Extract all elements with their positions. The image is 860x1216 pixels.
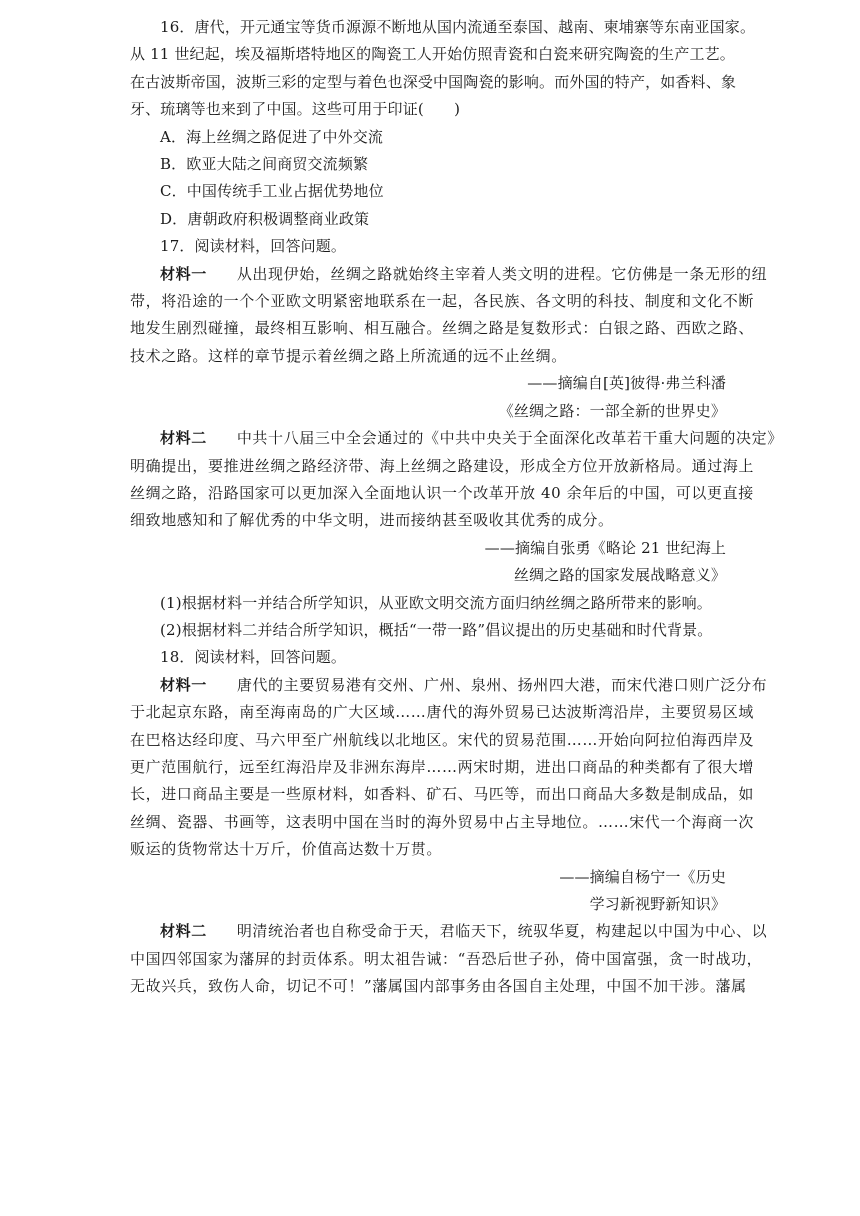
q17-stem: 17．阅读材料，回答问题。 xyxy=(160,237,347,256)
material-text: 从出现伊始，丝绸之路就始终主宰着人类文明的进程。它仿佛是一条无形的纽 xyxy=(236,264,768,283)
document-body xyxy=(130,14,783,1001)
q16-stem-line: 从 11 世纪起，埃及福斯塔特地区的陶瓷工人开始仿照青瓷和白瓷来研究陶瓷的生产工艺。 xyxy=(130,45,735,64)
q17-material-2-line: 丝绸之路，沿路国家可以更加深入全面地认识一个改革开放 40 余年后的中国，可以更直接 xyxy=(130,483,754,502)
question-16 xyxy=(130,14,756,233)
q17-material-2-source: 丝绸之路的国家发展战略意义》 xyxy=(513,566,726,585)
q18-material-1-source: ——摘编自杨宁一《历史 xyxy=(559,867,726,886)
q17-material-1-line xyxy=(130,261,768,288)
material-text: 唐代的主要贸易港有交州、广州、泉州、扬州四大港，而宋代港口则广泛分布 xyxy=(236,675,768,694)
q16-option-c: C．中国传统手工业占据优势地位 xyxy=(160,182,384,201)
q17-material-2-line: 明确提出，要推进丝绸之路经济带、海上丝绸之路建设，形成全方位开放新格局。通过海上 xyxy=(130,456,755,475)
q18-material-1-source: 学习新视野新知识》 xyxy=(589,895,726,913)
q17-material-1-line: 带，将沿途的一个个亚欧文明紧密地联系在一起，各民族、各文明的科技、制度和文化不断 xyxy=(130,292,755,311)
q18-material-1-line: 于北起京东路，南至海南岛的广大区域……唐代的海外贸易已达波斯湾沿岸，主要贸易区域 xyxy=(130,703,755,722)
q17-material-1-line: 技术之路。这样的章节提示着丝绸之路上所流通的远不止丝绸。 xyxy=(130,346,567,365)
q16-stem-line: 16．唐代，开元通宝等货币源源不断地从国内流通至泰国、越南、柬埔寨等东南亚国家。 xyxy=(160,18,756,36)
q18-material-2-line xyxy=(130,918,768,945)
q18-material-2-line: 中国四邻国家为藩屏的封贡体系。明太祖告诫：“吾恐后世子孙，倚中国富强，贪一时战功， xyxy=(130,949,763,968)
q18-material-1-line: 贩运的货物常达十万斤，价值高达数十万贯。 xyxy=(130,840,443,859)
q17-material-2-source: ——摘编自张勇《略论 21 世纪海上 xyxy=(484,538,726,557)
q17-material-2-line: 细致地感知和了解优秀的中华文明，进而接纳甚至吸收其优秀的成分。 xyxy=(130,511,614,530)
q16-stem-line: 牙、琉璃等也来到了中国。这些可用于印证( ) xyxy=(130,100,461,119)
material-label: 材料二 xyxy=(160,429,207,448)
q16-option-d: D．唐朝政府积极调整商业政策 xyxy=(160,209,370,228)
material-text: 明清统治者也自称受命于天，君临天下，统驭华夏，构建起以中国为中心、以 xyxy=(236,922,768,941)
question-17 xyxy=(130,233,783,644)
material-text: 中共十八届三中全会通过的《中共中央关于全面深化改革若干重大问题的决定》 xyxy=(236,429,783,448)
q18-material-1-line xyxy=(130,672,768,699)
q18-stem: 18．阅读材料，回答问题。 xyxy=(160,648,347,667)
q18-material-1-line: 更广范围航行，远至红海沿岸及非洲东海岸……两宋时期，进出口商品的种类都有了很大增 xyxy=(130,757,755,776)
question-18 xyxy=(130,644,768,1000)
q18-material-1-line: 在巴格达经印度、马六甲至广州航线以北地区。宋代的贸易范围……开始向阿拉伯海西岸及 xyxy=(130,730,755,749)
material-label: 材料一 xyxy=(160,264,207,283)
q17-material-1-source: 《丝绸之路：一部全新的世界史》 xyxy=(498,401,726,420)
q18-material-2-line: 无故兴兵，致伤人命，切记不可！”藩属国内部事务由各国自主处理，中国不加干涉。藩属 xyxy=(130,977,747,996)
q16-option-a: A．海上丝绸之路促进了中外交流 xyxy=(160,127,384,146)
q16-stem-line: 在古波斯帝国，波斯三彩的定型与着色也深受中国陶瓷的影响。而外国的特产，如香料、象 xyxy=(130,72,737,91)
q17-material-1-line: 地发生剧烈碰撞，最终相互影响、相互融合。丝绸之路是复数形式：白银之路、西欧之路、 xyxy=(130,319,755,338)
q17-subquestion-2: (2)根据材料二并结合所学知识，概括“一带一路”倡议提出的历史基础和时代背景。 xyxy=(160,620,713,639)
q17-material-1-source: ——摘编自[英]彼得·弗兰科潘 xyxy=(527,374,726,393)
material-label: 材料二 xyxy=(160,922,207,941)
q16-option-b: B．欧亚大陆之间商贸交流频繁 xyxy=(160,155,369,174)
q17-subquestion-1: (1)根据材料一并结合所学知识，从亚欧文明交流方面归纳丝绸之路所带来的影响。 xyxy=(160,593,712,612)
q17-material-2-line xyxy=(130,425,783,452)
q18-material-1-line: 长，进口商品主要是一些原材料，如香料、矿石、马匹等，而出口商品大多数是制成品，如 xyxy=(130,785,755,804)
material-label: 材料一 xyxy=(160,675,207,694)
q18-material-1-line: 丝绸、瓷器、书画等，这表明中国在当时的海外贸易中占主导地位。……宋代一个海商一次 xyxy=(130,812,755,831)
